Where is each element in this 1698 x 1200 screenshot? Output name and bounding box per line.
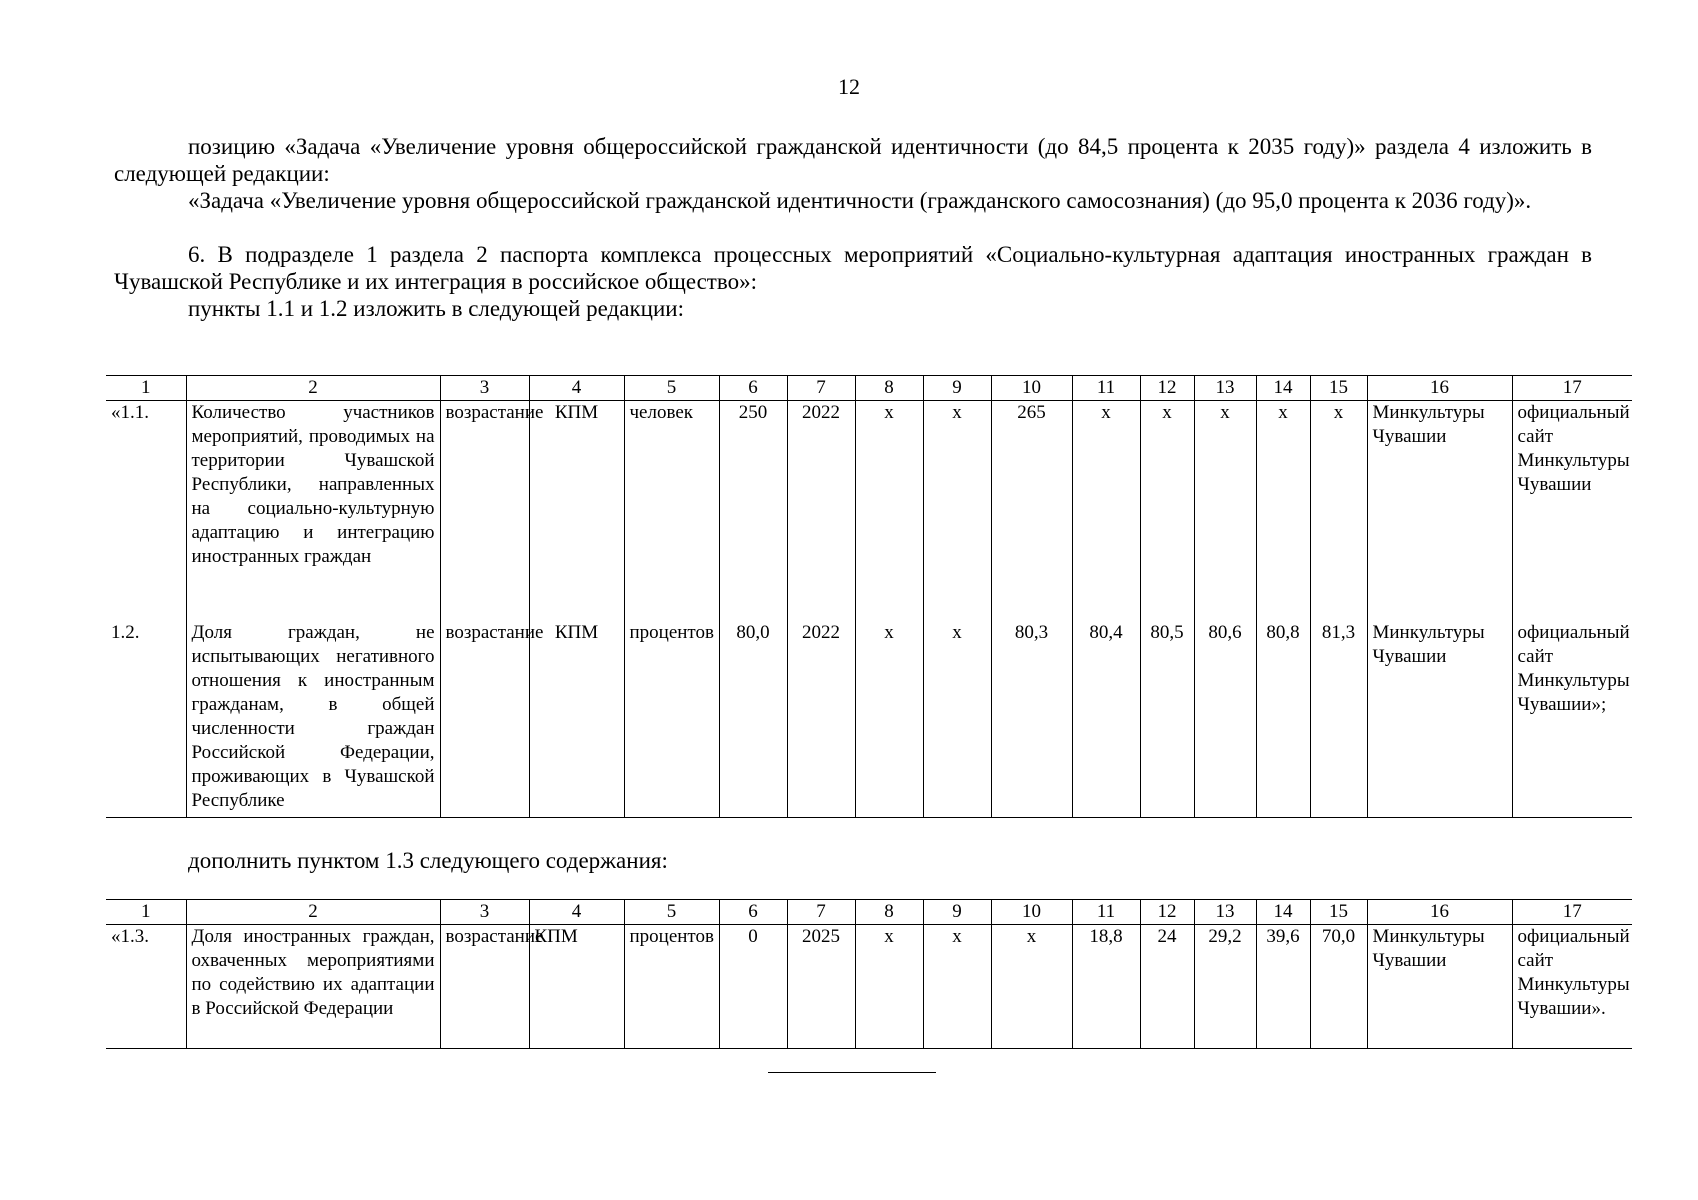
value-cell: 29,2 xyxy=(1194,925,1256,1049)
header-cell: 13 xyxy=(1194,376,1256,401)
base-value: 80,0 xyxy=(719,621,787,818)
end-divider xyxy=(768,1072,936,1073)
header-cell: 7 xyxy=(787,900,855,925)
paragraph-2: «Задача «Увеличение уровня общероссийской гражданской идентичности (гражданского самосознания) (до 95,0 процента к 2036 году)». xyxy=(188,188,1532,213)
unit: процентов xyxy=(624,925,719,1049)
paragraph-4: пункты 1.1 и 1.2 изложить в следующей редакции: xyxy=(188,296,684,321)
indicator-name: Доля иностранных граждан, охваченных мероприятиями по содействию их адаптации в Российской Федерации xyxy=(186,925,440,1049)
header-cell: 12 xyxy=(1140,900,1194,925)
base-value: 250 xyxy=(719,401,787,621)
header-cell: 14 xyxy=(1256,900,1310,925)
value-cell: х xyxy=(1194,401,1256,621)
header-cell: 3 xyxy=(440,376,529,401)
header-cell: 10 xyxy=(991,376,1072,401)
header-cell: 5 xyxy=(624,376,719,401)
header-cell: 11 xyxy=(1072,376,1140,401)
indicator-name: Доля граждан, не испытывающих негативного отношения к иностранным гражданам, в общей численности граждан Российской Федерации, проживающих в Чувашской Республике xyxy=(186,621,440,818)
value-cell: х xyxy=(923,401,991,621)
value-cell: х xyxy=(1310,401,1367,621)
base-year: 2025 xyxy=(787,925,855,1049)
table-header-row xyxy=(106,900,1632,925)
header-cell: 17 xyxy=(1512,376,1632,401)
information-system: официальный сайт Минкультуры Чувашии xyxy=(1512,401,1632,621)
header-cell: 2 xyxy=(186,376,440,401)
row-number: «1.1. xyxy=(106,401,186,621)
row-number: «1.3. xyxy=(106,925,186,1049)
value-cell: 81,3 xyxy=(1310,621,1367,818)
value-cell: х xyxy=(855,925,923,1049)
paragraph-3: 6. В подразделе 1 раздела 2 паспорта комплекса процессных мероприятий «Социально-культурная адаптация иностранных граждан в Чувашской Республике и их интеграция в российское общество»: xyxy=(114,242,1592,294)
header-cell: 11 xyxy=(1072,900,1140,925)
unit: человек xyxy=(624,401,719,621)
value-cell: 80,8 xyxy=(1256,621,1310,818)
header-cell: 8 xyxy=(855,376,923,401)
information-system: официальный сайт Минкультуры Чувашии». xyxy=(1512,925,1632,1049)
header-cell: 16 xyxy=(1367,376,1512,401)
value-cell: 24 xyxy=(1140,925,1194,1049)
value-cell: 70,0 xyxy=(1310,925,1367,1049)
header-cell: 3 xyxy=(440,900,529,925)
base-year: 2022 xyxy=(787,621,855,818)
value-cell: х xyxy=(1140,401,1194,621)
value-cell: х xyxy=(991,925,1072,1049)
level: КПМ xyxy=(529,621,624,818)
level: КПМ xyxy=(529,925,624,1049)
header-cell: 16 xyxy=(1367,900,1512,925)
header-cell: 17 xyxy=(1512,900,1632,925)
value-cell: 39,6 xyxy=(1256,925,1310,1049)
header-cell: 4 xyxy=(529,376,624,401)
level: КПМ xyxy=(529,401,624,621)
trend: возрастание xyxy=(440,925,529,1049)
indicator-name: Количество участников мероприятий, проводимых на территории Чувашской Республики, направленных на социально-культурную адаптацию и интеграцию иностранных граждан xyxy=(186,401,440,621)
table-row xyxy=(106,621,1632,818)
header-cell: 15 xyxy=(1310,900,1367,925)
value-cell: 80,6 xyxy=(1194,621,1256,818)
responsible: Минкультуры Чувашии xyxy=(1367,621,1512,818)
value-cell: 18,8 xyxy=(1072,925,1140,1049)
header-cell: 10 xyxy=(991,900,1072,925)
indicators-table-1 xyxy=(106,375,1632,818)
unit: процентов xyxy=(624,621,719,818)
paragraph-1: позицию «Задача «Увеличение уровня общероссийской гражданской идентичности (до 84,5 процента к 2035 году)» раздела 4 изложить в следующей редакции: xyxy=(114,134,1592,186)
value-cell: 80,4 xyxy=(1072,621,1140,818)
value-cell: х xyxy=(923,925,991,1049)
header-cell: 8 xyxy=(855,900,923,925)
page-number: 12 xyxy=(838,74,860,99)
header-cell: 7 xyxy=(787,376,855,401)
value-cell: х xyxy=(1072,401,1140,621)
value-cell: х xyxy=(855,621,923,818)
value-cell: 265 xyxy=(991,401,1072,621)
indicators-table-2 xyxy=(106,899,1632,1049)
header-cell: 6 xyxy=(719,376,787,401)
row-number: 1.2. xyxy=(106,621,186,818)
header-cell: 13 xyxy=(1194,900,1256,925)
table-header-row xyxy=(106,376,1632,401)
value-cell: х xyxy=(1256,401,1310,621)
value-cell: х xyxy=(855,401,923,621)
table-row xyxy=(106,925,1632,1049)
trend: возрастание xyxy=(440,401,529,621)
header-cell: 1 xyxy=(106,376,186,401)
header-cell: 15 xyxy=(1310,376,1367,401)
header-cell: 1 xyxy=(106,900,186,925)
header-cell: 5 xyxy=(624,900,719,925)
paragraph-5: дополнить пунктом 1.3 следующего содержания: xyxy=(188,848,668,873)
base-value: 0 xyxy=(719,925,787,1049)
trend: возрастание xyxy=(440,621,529,818)
header-cell: 2 xyxy=(186,900,440,925)
value-cell: 80,5 xyxy=(1140,621,1194,818)
header-cell: 6 xyxy=(719,900,787,925)
header-cell: 4 xyxy=(529,900,624,925)
table-row xyxy=(106,401,1632,621)
base-year: 2022 xyxy=(787,401,855,621)
responsible: Минкультуры Чувашии xyxy=(1367,925,1512,1049)
header-cell: 9 xyxy=(923,376,991,401)
header-cell: 14 xyxy=(1256,376,1310,401)
value-cell: 80,3 xyxy=(991,621,1072,818)
value-cell: х xyxy=(923,621,991,818)
header-cell: 9 xyxy=(923,900,991,925)
header-cell: 12 xyxy=(1140,376,1194,401)
responsible: Минкультуры Чувашии xyxy=(1367,401,1512,621)
information-system: официальный сайт Минкультуры Чувашии»; xyxy=(1512,621,1632,818)
